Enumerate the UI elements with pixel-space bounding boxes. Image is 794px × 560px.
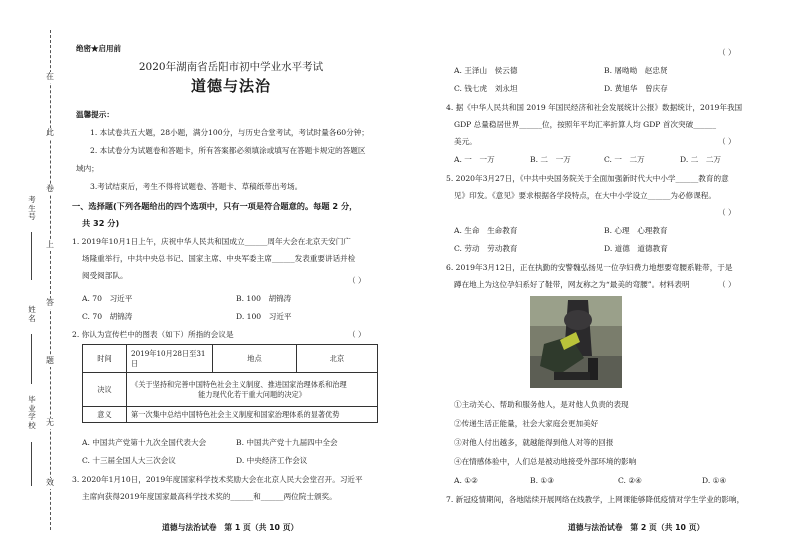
option-b: B. 中国共产党十九届四中全会 xyxy=(236,438,338,447)
table-cell: 北京 xyxy=(297,345,378,373)
instruction-item: 1. 本试卷共五大题，28小题，满分100分，与历史合堂考试，考试时量各60分钟； xyxy=(90,128,369,137)
binding-margin xyxy=(0,0,62,560)
answer-paren: （ ） xyxy=(718,48,736,57)
answer-paren: （ ） xyxy=(348,276,366,285)
option-a: A. 一 一万 xyxy=(454,155,495,164)
option-d: D. 黄旭华 曾庆存 xyxy=(604,84,668,93)
statement-item: ②传递生活正能量，社会大家庭会更加美好 xyxy=(454,419,599,428)
seal-char: 卷 xyxy=(46,184,54,193)
question-5-stem: 5. 2020年3月27日，《中共中央国务院关于全面加强新时代大中小学______教育的意 xyxy=(446,174,729,183)
table-cell: 第一次集中总结中国特色社会主义制度和国家治理体系的显著优势 xyxy=(127,407,378,423)
seal-char: 此 xyxy=(46,128,54,137)
option-a: A. ①② xyxy=(454,476,478,485)
seal-char: 无 xyxy=(46,418,54,427)
option-d: D. ①④ xyxy=(702,476,727,485)
question-5-stem: 见》印发。《意见》要求根据各学段特点，在大中小学设立______为必修课程。 xyxy=(454,191,716,200)
option-d: D. 道德 道德教育 xyxy=(604,244,668,253)
seal-dashed-line xyxy=(50,30,51,530)
photo-pregnant-woman-shoelace xyxy=(530,296,622,388)
option-a: A. 王泽山 侯云德 xyxy=(454,66,518,75)
question-4-stem: 美元。 xyxy=(454,137,477,146)
option-d: D. 中央经济工作会议 xyxy=(236,456,308,465)
answer-paren: （ ） xyxy=(718,137,736,146)
field-line-exam-number xyxy=(31,232,32,280)
seal-char: 在 xyxy=(46,72,54,81)
resolution-line: 能力现代化若干重大问题的决定》 xyxy=(198,389,306,399)
option-b: B. ①③ xyxy=(530,476,555,485)
instruction-item: 域内； xyxy=(76,164,99,173)
question-1-stem: 场隆重举行，中共中央总书记、国家主席、中央军委主席______发表重要讲话并检 xyxy=(82,254,356,263)
table-cell: 决议 xyxy=(83,373,127,407)
photo-image-icon xyxy=(530,296,622,388)
option-d: D. 二 二万 xyxy=(680,155,722,164)
seal-char: 题 xyxy=(46,356,54,365)
secret-mark: 绝密★启用前 xyxy=(76,44,121,53)
page-left xyxy=(66,0,396,560)
question-3-stem: 主席向获得2019年度国家最高科学技术奖的______和______两位院士颁奖。 xyxy=(82,492,337,501)
statement-item: ①主动关心、帮助和服务他人，是对他人负责的表现 xyxy=(454,400,629,409)
question-6-stem: 蹲在地上为这位孕妇系好了鞋带，网友称之为“最美的弯腰”。材料表明 xyxy=(454,280,690,289)
resolution-line: 《关于坚持和完善中国特色社会主义制度、推进国家治理体系和治理 xyxy=(131,379,347,389)
statement-item: ④在情感体验中，人们总是被动地接受外部环境的影响 xyxy=(454,457,637,466)
instruction-item: 2. 本试卷分为试题卷和答题卡，所有答案都必须填涂或填写在答题卡规定的答题区 xyxy=(90,146,366,155)
page-footer-right: 道德与法治试卷 第 2 页（共 10 页） xyxy=(568,523,705,532)
question-7-stem: 7. 新冠疫情期间，各地陆续开展网络在线教学，上网课能够降低疫情对学生学业的影响， xyxy=(446,495,745,504)
meeting-table xyxy=(82,344,378,423)
answer-paren: （ ） xyxy=(348,330,366,339)
option-b: B. 100 胡锦涛 xyxy=(236,294,292,303)
instruction-item: 3.考试结束后，考生不得将试题卷、答题卡、草稿纸带出考场。 xyxy=(90,182,303,191)
page-right xyxy=(418,0,780,560)
table-cell: 时间 xyxy=(83,345,127,373)
table-cell: 意义 xyxy=(83,407,127,423)
field-label-exam-number: 考生号 xyxy=(28,195,36,222)
option-b: B. 屠呦呦 赵忠贤 xyxy=(604,66,668,75)
section-heading: 一、选择题(下列各题给出的四个选项中，只有一项是符合题意的。每题 2 分， xyxy=(72,201,358,211)
table-cell: 2019年10月28日至31日 xyxy=(127,345,213,373)
seal-char: 上 xyxy=(46,240,54,249)
statement-item: ③对他人付出越多，就越能得到他人对等的回报 xyxy=(454,438,614,447)
option-c: C. 70 胡锦涛 xyxy=(82,312,133,321)
question-2-stem: 2. 你认为宣传栏中的图表（如下）所指的会议是 xyxy=(72,330,234,339)
field-line-name xyxy=(31,334,32,384)
subject-title: 道德与法治 xyxy=(190,77,271,95)
question-1-stem: 阅受阅部队。 xyxy=(82,271,128,280)
table-cell xyxy=(127,373,378,407)
question-4-stem: 4. 据《中华人民共和国 2019 年国民经济和社会发展统计公报》数据统计，2019年我国 xyxy=(446,103,743,112)
option-b: B. 心理 心理教育 xyxy=(604,226,668,235)
option-d: D. 100 习近平 xyxy=(236,312,292,321)
field-label-name: 姓名 xyxy=(28,305,36,323)
option-b: B. 二 一万 xyxy=(530,155,571,164)
field-line-school xyxy=(31,442,32,486)
option-c: C. 一 二万 xyxy=(604,155,645,164)
exam-title: 2020年湖南省岳阳市初中学业水平考试 xyxy=(138,61,324,73)
question-3-stem: 3. 2020年1月10日，2019年度国家科学技术奖励大会在北京人民大会堂召开。习近平 xyxy=(72,475,363,484)
question-1-stem: 1. 2019年10月1日上午，庆祝中华人民共和国成立______周年大会在北京天安门广 xyxy=(72,237,351,246)
field-label-school: 毕业学校 xyxy=(28,395,36,430)
option-a: A. 70 习近平 xyxy=(82,294,133,303)
option-c: C. 十三届全国人大三次会议 xyxy=(82,456,176,465)
option-c: C. 钱七虎 刘永坦 xyxy=(454,84,518,93)
option-a: A. 生命 生命教育 xyxy=(454,226,518,235)
section-heading: 共 32 分) xyxy=(82,218,120,228)
answer-paren: （ ） xyxy=(718,280,736,289)
instructions-title: 温馨提示： xyxy=(76,110,114,119)
table-cell: 地点 xyxy=(213,345,297,373)
question-6-stem: 6. 2019年3月12日，正在执勤的安警魏弘扬见一位孕妇费力地想要弯腰系鞋带，于是 xyxy=(446,263,733,272)
option-a: A. 中国共产党第十九次全国代表大会 xyxy=(82,438,207,447)
page-footer-left: 道德与法治试卷 第 1 页（共 10 页） xyxy=(162,523,299,532)
option-c: C. ②④ xyxy=(618,476,642,485)
answer-paren: （ ） xyxy=(718,208,736,217)
seal-char: 答 xyxy=(46,298,54,307)
option-c: C. 劳动 劳动教育 xyxy=(454,244,518,253)
question-4-stem: GDP 总量稳居世界______位，按照年平均汇率折算人均 GDP 首次突破______ xyxy=(454,120,716,129)
seal-char: 效 xyxy=(46,478,54,487)
